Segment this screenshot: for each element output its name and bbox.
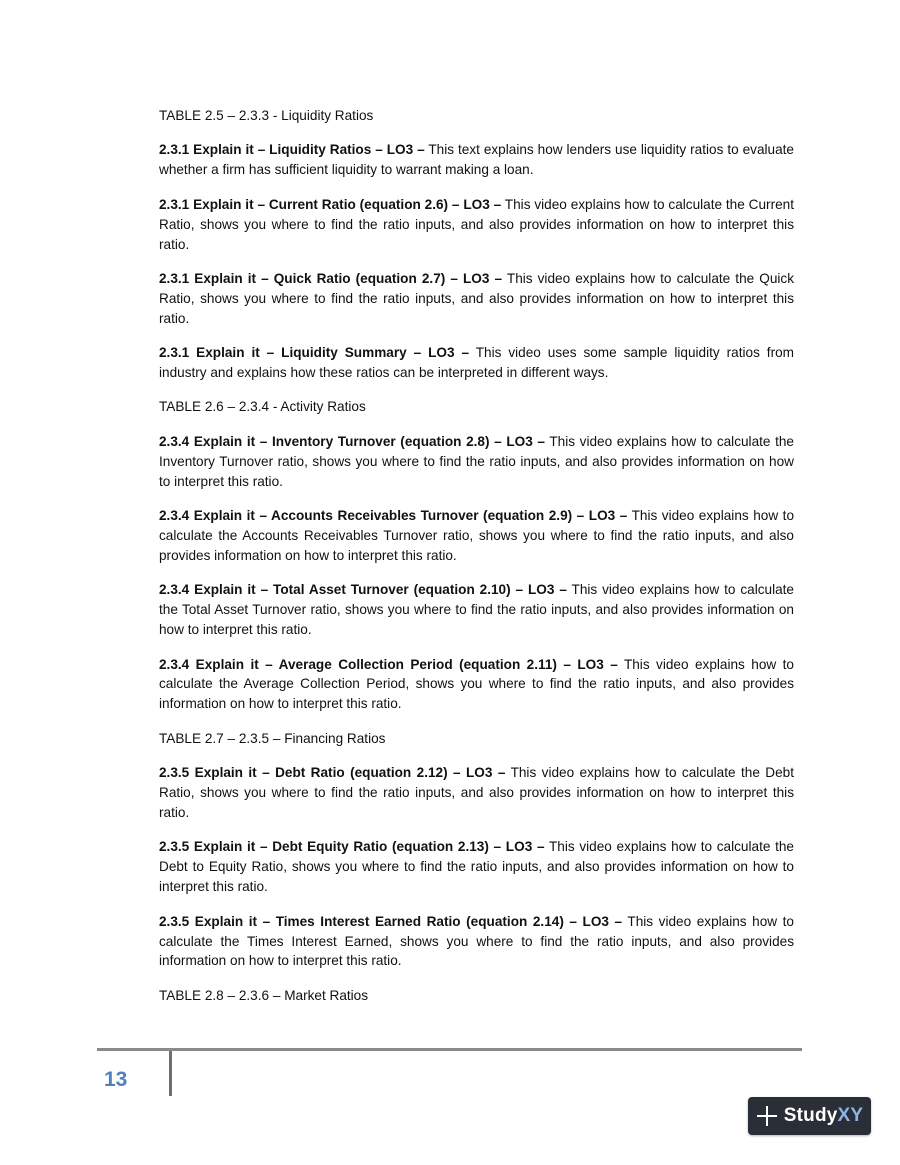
entry-description: This text explains how lenders use liquidity ratios to evaluate whether a firm has sufficient liquidity to warrant making a loan. bbox=[159, 142, 794, 178]
entry-description: This video explains how to calculate the Debt Ratio, shows you where to find the ratio inputs, and also provides information on how to interpret this ratio. bbox=[159, 765, 794, 820]
resource-entry bbox=[159, 580, 794, 640]
entry-description: This video explains how to calculate the Quick Ratio, shows you where to find the ratio inputs, and also provides information on how to interpret this ratio. bbox=[159, 270, 795, 326]
entry-title: 2.3.4 Explain it – Inventory Turnover (equation 2.8) – LO3 – bbox=[159, 433, 545, 449]
resource-entry bbox=[159, 432, 794, 492]
resource-entry bbox=[159, 140, 794, 180]
document-body bbox=[159, 106, 794, 1020]
brand-name-main: Study bbox=[783, 1105, 838, 1126]
resource-entry bbox=[159, 655, 794, 715]
entry-title: 2.3.1 Explain it – Liquidity Ratios – LO3 – bbox=[159, 142, 425, 158]
entry-title: 2.3.4 Explain it – Total Asset Turnover (equation 2.10) – LO3 – bbox=[159, 582, 567, 598]
table-heading: TABLE 2.8 – 2.3.6 – Market Ratios bbox=[159, 987, 369, 1003]
resource-entry bbox=[159, 343, 794, 383]
plus-icon bbox=[756, 1105, 778, 1127]
footer-divider bbox=[169, 1051, 172, 1096]
table-heading: TABLE 2.5 – 2.3.3 - Liquidity Ratios bbox=[159, 108, 374, 123]
entry-description: This video explains how to calculate the Inventory Turnover ratio, shows you where to find the ratio inputs, and also provides information on how to interpret this ratio. bbox=[159, 433, 794, 489]
entry-title: 2.3.1 Explain it – Liquidity Summary – LO3 – bbox=[159, 345, 470, 361]
entry-title: 2.3.5 Explain it – Debt Ratio (equation 2.12) – LO3 – bbox=[159, 765, 506, 781]
page-number: 13 bbox=[104, 1068, 128, 1091]
resource-entry bbox=[159, 912, 794, 972]
entry-description: This video explains how to calculate the Total Asset Turnover ratio, shows you where to find the ratio inputs, and also provides information on how to interpret this ratio. bbox=[159, 582, 794, 638]
entry-title: 2.3.5 Explain it – Times Interest Earned Ratio (equation 2.14) – LO3 – bbox=[159, 913, 623, 929]
entry-description: This video explains how to calculate the Average Collection Period, shows you where to find the ratio inputs, and also provides information on how to interpret this ratio. bbox=[159, 656, 794, 712]
entry-title: 2.3.1 Explain it – Quick Ratio (equation 2.7) – LO3 – bbox=[159, 270, 503, 286]
resource-entry bbox=[159, 763, 794, 823]
brand-name-accent: XY bbox=[837, 1105, 864, 1126]
resource-entry bbox=[159, 269, 794, 329]
entry-description: This video explains how to calculate the Debt to Equity Ratio, shows you where to find the ratio inputs, and also provides information on how to interpret this ratio. bbox=[159, 839, 794, 895]
resource-entry bbox=[159, 195, 794, 255]
resource-entry bbox=[159, 506, 794, 566]
studyxy-badge[interactable] bbox=[748, 1097, 871, 1135]
entry-title: 2.3.4 Explain it – Average Collection Period (equation 2.11) – LO3 – bbox=[159, 656, 618, 672]
entry-title: 2.3.5 Explain it – Debt Equity Ratio (equation 2.13) – LO3 – bbox=[159, 839, 545, 855]
footer-rule bbox=[97, 1048, 802, 1051]
entry-title: 2.3.1 Explain it – Current Ratio (equation 2.6) – LO3 – bbox=[159, 196, 502, 212]
entry-description: This video uses some sample liquidity ratios from industry and explains how these ratios can be interpreted in different ways. bbox=[159, 345, 794, 381]
entry-description: This video explains how to calculate the Accounts Receivables Turnover ratio, shows you where to find the ratio inputs, and also provides information on how to interpret this ratio. bbox=[159, 508, 794, 563]
table-heading: TABLE 2.6 – 2.3.4 - Activity Ratios bbox=[159, 399, 366, 415]
resource-entry bbox=[159, 837, 794, 897]
table-heading: TABLE 2.7 – 2.3.5 – Financing Ratios bbox=[159, 730, 386, 746]
entry-description: This video explains how to calculate the Current Ratio, shows you where to find the ratio inputs, and also provides information on how to interpret this ratio. bbox=[159, 196, 794, 252]
entry-description: This video explains how to calculate the Times Interest Earned, shows you where to find the ratio inputs, and also provides information on how to interpret this ratio. bbox=[159, 913, 794, 969]
brand-name bbox=[784, 1105, 864, 1127]
entry-title: 2.3.4 Explain it – Accounts Receivables Turnover (equation 2.9) – LO3 – bbox=[159, 508, 628, 524]
